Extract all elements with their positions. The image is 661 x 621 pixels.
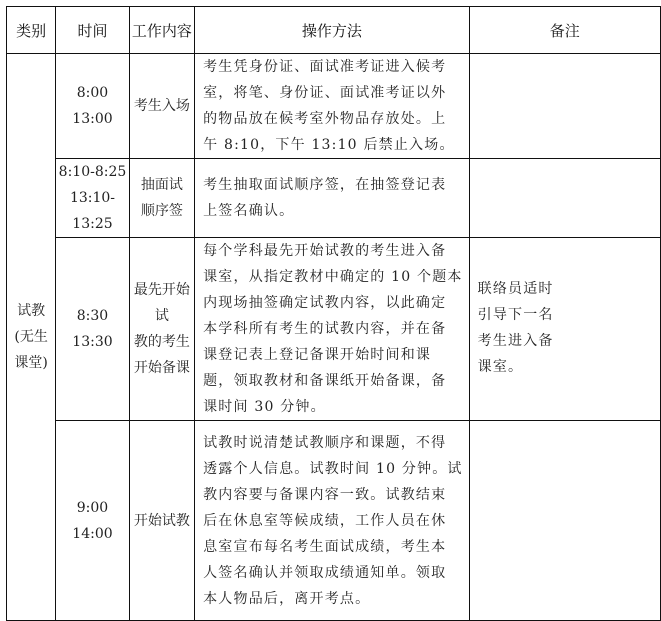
method-line: 试教时说清楚试教顺序和课题，不得 [203, 435, 447, 451]
work-line: 考生入场 [133, 98, 190, 114]
work-line: 顺序签 [140, 203, 183, 219]
method-line: 午 8:10，下午 13:10 后禁止入场。 [203, 137, 455, 153]
work-cell [129, 238, 194, 421]
table-row [7, 159, 661, 238]
note-line: 联络员适时 [477, 281, 554, 297]
method-line: 教内容要与备课内容一致。试教结束 [203, 487, 447, 503]
note-cell [469, 421, 660, 621]
note-line: 课室。 [477, 359, 524, 375]
method-line: 课室，从指定教材中确定的 10 个题本 [203, 269, 463, 285]
table-row [7, 238, 661, 421]
work-cell [129, 54, 194, 159]
work-line: 开始备课 [133, 360, 190, 376]
method-line: 课登记表上登记备课开始时间和课 [203, 347, 432, 363]
method-line: 透露个人信息。试教时间 10 分钟。试 [203, 461, 463, 477]
note-line: 考生进入备 [477, 333, 554, 349]
time-cell [56, 421, 130, 621]
table-row [7, 54, 661, 159]
category-line: 课堂) [14, 355, 48, 371]
method-line: 考生凭身份证、面试准考证进入候考 [203, 59, 447, 75]
time-cell [56, 54, 130, 159]
method-line: 本人物品后，离开考点。 [203, 591, 371, 607]
interview-schedule-table [6, 6, 661, 621]
note-cell [469, 159, 660, 238]
header-row [7, 7, 661, 54]
method-line: 考生抽取面试顺序签，在抽签登记表 [203, 177, 447, 193]
work-line: 最先开始试 [133, 282, 190, 324]
category-line: (无生 [14, 329, 48, 345]
category-line: 试教 [17, 303, 46, 319]
header-method: 操作方法 [195, 7, 470, 54]
time-line: 9:00 [76, 499, 109, 516]
method-line: 每个学科最先开始试教的考生进入备 [203, 243, 447, 259]
method-line: 人签名确认并领取成绩通知单。领取 [203, 565, 447, 581]
header-time: 时间 [56, 7, 130, 54]
method-cell [195, 238, 470, 421]
method-cell [195, 421, 470, 621]
time-line: 8:30 [76, 308, 109, 324]
time-line: 14:00 [72, 525, 113, 542]
method-line: 内现场抽签确定试教内容，以此确定 [203, 295, 447, 311]
method-line: 的物品放在候考室外物品存放处。上 [203, 111, 447, 127]
work-cell [129, 159, 194, 238]
time-line: 13:00 [72, 111, 113, 127]
work-line: 教的考生 [133, 334, 190, 350]
work-line: 开始试教 [133, 512, 190, 529]
time-cell [56, 159, 130, 238]
time-line: 13:30 [72, 334, 113, 350]
method-cell [195, 54, 470, 159]
time-cell [56, 238, 130, 421]
method-line: 题，领取教材和备课纸开始备课，备 [203, 373, 447, 389]
header-note: 备注 [469, 7, 660, 54]
method-line: 后在休息室等候成绩，工作人员在休 [203, 513, 447, 529]
time-line: 13:10-13:25 [69, 190, 116, 232]
method-line: 息室宣布每名考生面试成绩，考生本 [203, 539, 447, 555]
header-category: 类别 [7, 7, 56, 54]
time-line: 8:10-8:25 [58, 164, 127, 180]
method-line: 课时间 30 分钟。 [203, 399, 326, 415]
note-line: 引导下一名 [477, 307, 554, 323]
work-line: 抽面试 [140, 177, 183, 193]
method-cell [195, 159, 470, 238]
category-cell [7, 54, 56, 621]
header-work: 工作内容 [129, 7, 194, 54]
table-row [7, 421, 661, 621]
work-cell [129, 421, 194, 621]
method-line: 本学科所有考生的试教内容，并在备 [203, 321, 447, 337]
method-line: 室，将笔、身份证、面试准考证以外 [203, 85, 447, 101]
note-cell [469, 238, 660, 421]
time-line: 8:00 [76, 85, 109, 101]
method-line: 上签名确认。 [203, 203, 295, 219]
note-cell [469, 54, 660, 159]
